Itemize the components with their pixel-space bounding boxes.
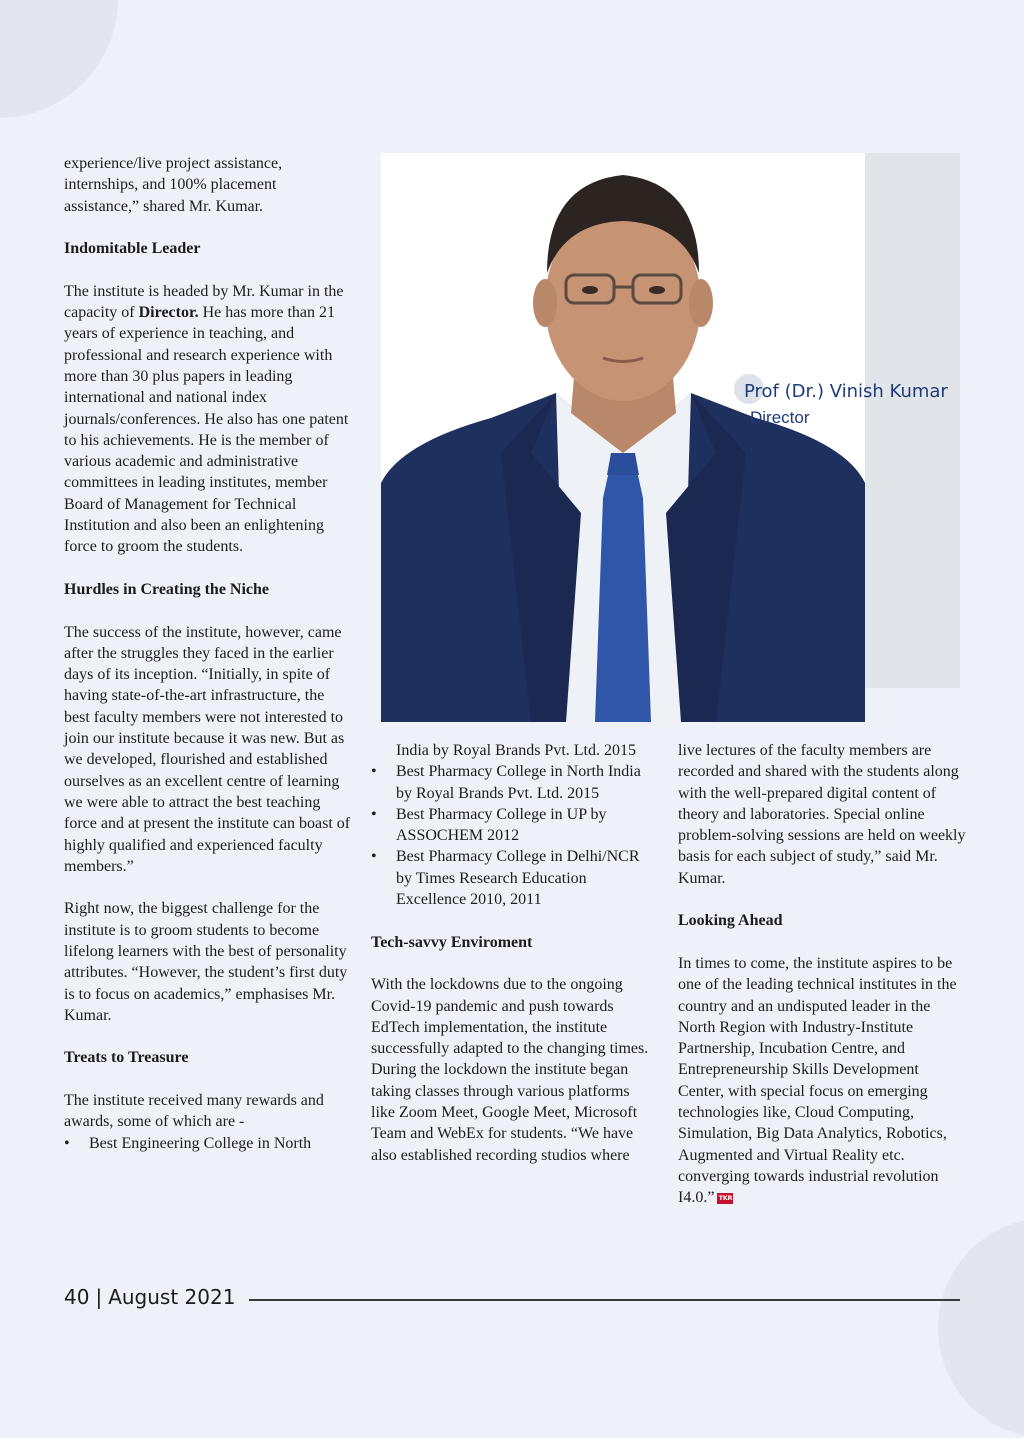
decorative-circle-top-left bbox=[0, 0, 118, 118]
list-item: • Best Pharmacy College in North India by Royal Brands Pvt. Ltd. 2015 bbox=[371, 761, 656, 804]
paragraph: The institute is headed by Mr. Kumar in the capacity of Director. He has more than 21 years of experience in teaching, and professional and research experience with more than 30 plus papers in leading international and national index journals/conferences. He also has one patent to his achievements. He is the member of various academic and administrative committees in leading institutes, member Board of Management for Technical Institution and also been an enlightening force to groom the students. bbox=[64, 282, 349, 556]
paragraph: experience/live project assistance, internships, and 100% placement assistance,” shared Mr. Kumar. bbox=[64, 155, 283, 215]
list-item-continuation: India by Royal Brands Pvt. Ltd. 2015 bbox=[396, 742, 636, 759]
photo-backdrop bbox=[864, 153, 960, 688]
section-heading-hurdles: Hurdles in Creating the Niche bbox=[64, 580, 270, 598]
paragraph: In times to come, the institute aspires to be one of the leading technical institutes in the country and an undisputed leader in the North Region with Industry-Institute Partnership, Incubation Centre, and Entrepreneurship Skills Development Center, with special focus on emerging technologies like, Cloud Computing, Simulation, Big Data Analytics, Robotics, Augmented and Virtual Reality etc. converging towards industrial revolution I4.0.” TKR bbox=[678, 954, 957, 1207]
section-heading-looking-ahead: Looking Ahead bbox=[678, 912, 783, 930]
person-role: Director bbox=[750, 408, 810, 427]
awards-list bbox=[371, 761, 656, 910]
tkr-end-logo-icon: TKR bbox=[718, 1194, 733, 1203]
footer-rule bbox=[249, 1299, 960, 1301]
person-name: Prof (Dr.) Vinish Kumar bbox=[744, 381, 948, 402]
list-item: • Best Pharmacy College in UP by ASSOCHEM 2012 bbox=[371, 804, 656, 847]
portrait-illustration bbox=[381, 153, 865, 722]
list-item: • Best Pharmacy College in Delhi/NCR by Times Research Education Excellence 2010, 2011 bbox=[371, 846, 656, 910]
issue-date: August 2021 bbox=[108, 1285, 236, 1309]
paragraph: Right now, the biggest challenge for the institute is to groom students to become lifelong learners with the best of personality attributes. “However, the student’s first duty is to focus on academics,” emphasises Mr. Kumar. bbox=[64, 900, 348, 1024]
list-item: • Best Engineering College in North bbox=[64, 1133, 354, 1154]
article-column-3 bbox=[678, 740, 968, 1230]
paragraph: The success of the institute, however, came after the struggles they faced in the earlier days of its inception. “Initially, in spite of having state-of-the-art infrastructure, the best faculty members were not interested to join our institute because it was new. But as we developed, flourished and established ourselves as an excellent centre of learning we were able to attract the best teaching force and at present the institute can boast of highly qualified and experienced faculty members.” bbox=[64, 623, 351, 875]
paragraph: With the lockdowns due to the ongoing Covid-19 pandemic and push towards EdTech implementation, the institute successfully adapted to the changing times. During the lockdown the institute began taking classes through various platforms like Zoom Meet, Google Meet, Microsoft Team and WebEx for students. “We have also established recording studios where bbox=[371, 976, 649, 1164]
page-footer bbox=[64, 1285, 235, 1309]
awards-list bbox=[64, 1133, 354, 1154]
paragraph: The institute received many rewards and awards, some of which are - bbox=[64, 1092, 324, 1131]
decorative-circle-bottom-right bbox=[938, 1218, 1024, 1438]
director-portrait bbox=[381, 153, 865, 722]
footer-separator: | bbox=[95, 1285, 103, 1309]
paragraph: live lectures of the faculty members are recorded and shared with the students along with the well-prepared digital content of theory and laboratories. Special online problem-solving sessions are held on weekly basis for each subject of study,” said Mr. Kumar. bbox=[678, 742, 966, 887]
section-heading-indomitable-leader: Indomitable Leader bbox=[64, 240, 201, 258]
article-column-1 bbox=[64, 153, 354, 1154]
section-heading-treats: Treats to Treasure bbox=[64, 1049, 189, 1067]
page-number: 40 bbox=[64, 1285, 90, 1309]
section-heading-tech-savvy: Tech-savvy Enviroment bbox=[371, 933, 533, 951]
article-column-2 bbox=[371, 740, 656, 1187]
